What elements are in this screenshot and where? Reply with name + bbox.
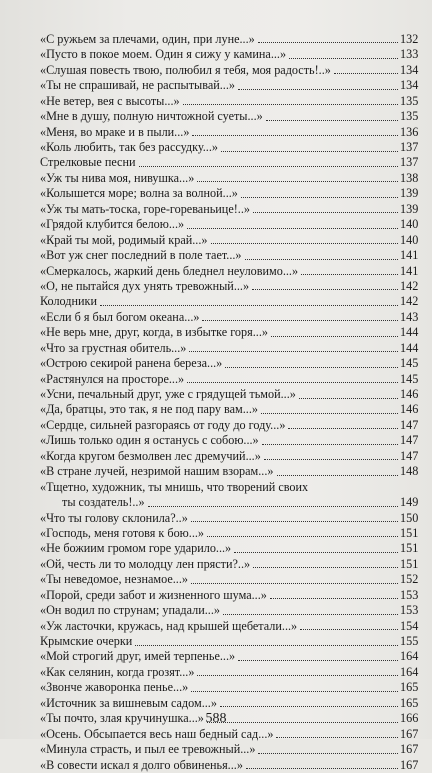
entry-title: «Уж ласточки, кружась, над крышей щебетали...»: [40, 618, 298, 633]
toc-entry: [40, 186, 418, 201]
entry-page-number: 167: [400, 757, 419, 772]
toc-entry: [40, 294, 418, 309]
toc-entry: [40, 264, 418, 279]
toc-entry: [40, 511, 418, 526]
dot-leader: [276, 737, 398, 738]
dot-leader: [238, 660, 398, 661]
entry-title: «Источник за вишневым садом...»: [40, 695, 217, 710]
entry-page-number: 139: [400, 201, 419, 216]
dot-leader: [221, 151, 398, 152]
toc-entry: [40, 680, 418, 695]
entry-page-number: 142: [400, 278, 419, 293]
dot-leader: [258, 42, 398, 43]
entry-title: «Уж ты мать-тоска, горе-гореваньице!..»: [40, 201, 250, 216]
entry-title: «Если б я был богом океана...»: [40, 309, 200, 324]
toc-entry: [40, 665, 418, 680]
toc-entry: [40, 387, 418, 402]
entry-title: «Когда кругом безмолвен лес дремучий...»: [40, 448, 261, 463]
entry-title: «Коль любить, так без рассудку...»: [40, 140, 218, 155]
entry-page-number: 149: [400, 495, 419, 510]
toc-entry: [40, 171, 418, 186]
entry-title: «Звонче жаворонка пенье...»: [40, 680, 189, 695]
entry-page-number: 164: [400, 664, 419, 679]
dot-leader: [220, 706, 398, 707]
entry-title: «Грядой клубится белою...»: [40, 217, 185, 232]
page-number: 588: [205, 711, 227, 726]
entry-title: «О, не пытайся дух унять тревожный...»: [40, 278, 250, 293]
entry-page-number: 165: [400, 695, 419, 710]
entry-title: «Вот уж снег последний в поле тает...»: [40, 248, 242, 263]
dot-leader: [241, 197, 398, 198]
entry-title: «Мой строгий друг, имей терпенье...»: [40, 649, 236, 664]
toc-entry: [40, 433, 418, 448]
entry-page-number: 140: [400, 217, 419, 232]
entry-title: «Ой, честь ли то молодцу лен прясти?..»: [40, 556, 251, 571]
toc-entry: [40, 217, 418, 232]
entry-title: «Не божиим громом горе ударило...»: [40, 541, 232, 556]
dot-leader: [334, 73, 398, 74]
toc-entry: [40, 279, 418, 294]
entry-title: «Что за грустная обитель...»: [40, 340, 187, 355]
entry-title: «Тщетно, художник, ты мнишь, что творений своих: [40, 479, 309, 494]
entry-page-number: 145: [400, 356, 419, 371]
entry-title: «Осень. Обсыпается весь наш бедный сад...»: [40, 726, 274, 741]
entry-page-number: 143: [400, 309, 419, 324]
dot-leader: [252, 289, 398, 290]
entry-title: «Пусто в покое моем. Один я сижу у камина...»: [40, 47, 287, 62]
toc-entry: [40, 650, 418, 665]
dot-leader: [192, 135, 398, 136]
toc-entry: [40, 418, 418, 433]
entry-title: «Усни, печальный друг, уже с грядущей тьмой...»: [40, 387, 296, 402]
entry-title: «Ты неведомое, незнамое...»: [40, 572, 188, 587]
entry-title: «Не ветер, вея с высоты...»: [40, 93, 180, 108]
entry-title: «Порой, среди забот и жизненного шума...»: [40, 587, 267, 602]
toc-entry: [40, 325, 418, 340]
dot-leader: [223, 614, 398, 615]
entry-title-continuation: ты создатель!..»: [62, 495, 145, 510]
entry-page-number: 139: [400, 186, 419, 201]
entry-title: «Что ты голову склонила?..»: [40, 510, 188, 525]
entry-page-number: 146: [400, 402, 419, 417]
dot-leader: [148, 506, 398, 507]
toc-entry: [40, 572, 418, 587]
toc-entry: [40, 94, 418, 109]
entry-page-number: 133: [400, 47, 419, 62]
toc-entry: [40, 449, 418, 464]
entry-title: «Край ты мой, родимый край...»: [40, 232, 208, 247]
entry-page-number: 145: [400, 371, 419, 386]
dot-leader: [299, 398, 398, 399]
entry-title: «В стране лучей, незримой нашим взорам...»: [40, 464, 274, 479]
entry-title: «Острою секирой ранена береза...»: [40, 356, 223, 371]
entry-page-number: 153: [400, 587, 419, 602]
entry-page-number: 167: [400, 742, 419, 757]
entry-page-number: 142: [400, 294, 419, 309]
dot-leader: [207, 536, 398, 537]
entry-title: «Смеркалось, жаркий день бледнел неуловимо...»: [40, 263, 299, 278]
toc-entry: [40, 109, 418, 124]
dot-leader: [100, 305, 398, 306]
entry-page-number: 147: [400, 448, 419, 463]
dot-leader: [189, 351, 398, 352]
toc-entry: [40, 619, 418, 634]
entry-title: Стрелковые песни: [40, 155, 136, 170]
dot-leader: [301, 274, 398, 275]
dot-leader: [139, 166, 398, 167]
dot-leader: [253, 212, 398, 213]
dot-leader: [261, 413, 398, 414]
entry-page-number: 154: [400, 618, 419, 633]
dot-leader: [270, 598, 398, 599]
dot-leader: [264, 459, 398, 460]
entry-page-number: 152: [400, 572, 419, 587]
entry-page-number: 134: [400, 62, 419, 77]
entry-title: «Не верь мне, друг, когда, в избытке горя...»: [40, 325, 268, 340]
dot-leader: [202, 320, 398, 321]
entry-page-number: 155: [400, 634, 419, 649]
toc-entry: [40, 696, 418, 711]
toc-entry: [40, 758, 418, 773]
dot-leader: [258, 753, 398, 754]
entry-page-number: 144: [400, 340, 419, 355]
dot-leader: [183, 104, 398, 105]
toc-entry: [40, 541, 418, 556]
toc-entry: [40, 202, 418, 217]
toc-entry: [40, 634, 418, 649]
entry-title: «Уж ты нива моя, нивушка...»: [40, 170, 195, 185]
toc-entry: [40, 526, 418, 541]
toc-entry: [40, 372, 418, 387]
entry-page-number: 138: [400, 170, 419, 185]
toc-entry: [40, 140, 418, 155]
entry-page-number: 164: [400, 649, 419, 664]
dot-leader: [266, 120, 398, 121]
toc-entry: [40, 156, 418, 171]
toc-entry: [40, 248, 418, 263]
dot-leader: [187, 382, 398, 383]
entry-page-number: 141: [400, 248, 419, 263]
entry-title: «Сердце, сильней разгораясь от году до году...»: [40, 417, 286, 432]
entry-page-number: 166: [400, 711, 419, 726]
toc-entry: [40, 557, 418, 572]
entry-title: «Минула страсть, и пыл ее тревожный...»: [40, 742, 256, 757]
entry-page-number: 146: [400, 387, 419, 402]
entry-title: «Растянулся на просторе...»: [40, 371, 185, 386]
entry-page-number: 137: [400, 155, 419, 170]
entry-title: Колодники: [40, 294, 97, 309]
entry-title: «Ты почто, злая кручинушка...»: [40, 711, 204, 726]
dot-leader: [187, 228, 398, 229]
toc-entry: [40, 341, 418, 356]
dot-leader: [246, 768, 398, 769]
toc-entry: [40, 480, 418, 511]
entry-title: «С ружьем за плечами, один, при луне...»: [40, 31, 255, 46]
entry-page-number: 141: [400, 263, 419, 278]
entry-page-number: 137: [400, 140, 419, 155]
entry-page-number: 148: [400, 464, 419, 479]
dot-leader: [197, 675, 398, 676]
dot-leader: [135, 645, 398, 646]
dot-leader: [238, 89, 398, 90]
dot-leader: [253, 567, 398, 568]
entry-page-number: 151: [400, 525, 419, 540]
entry-page-number: 134: [400, 78, 419, 93]
toc-entry: [40, 742, 418, 757]
dot-leader: [262, 444, 398, 445]
entry-page-number: 147: [400, 417, 419, 432]
entry-page-number: 132: [400, 31, 419, 46]
dot-leader: [197, 181, 398, 182]
entry-page-number: 147: [400, 433, 419, 448]
entry-title: «Как селянин, когда грозят...»: [40, 664, 195, 679]
entry-page-number: 165: [400, 680, 419, 695]
dot-leader: [288, 428, 398, 429]
entry-page-number: 136: [400, 124, 419, 139]
toc-entry: [40, 727, 418, 742]
toc-entry: [40, 47, 418, 62]
toc-entry: [40, 403, 418, 418]
dot-leader: [225, 367, 398, 368]
dot-leader: [234, 552, 398, 553]
entry-title: «Лишь только один я останусь с собою...»: [40, 433, 259, 448]
entry-title: «Колышется море; волна за волной...»: [40, 186, 238, 201]
toc-entry: [40, 603, 418, 618]
toc-entry: [40, 32, 418, 47]
toc-entry: [40, 310, 418, 325]
entry-title: «Ты не спрашивай, не распытывай...»: [40, 78, 235, 93]
entry-page-number: 144: [400, 325, 419, 340]
entry-title: «Мне в душу, полную ничтожной суеты...»: [40, 109, 263, 124]
dot-leader: [211, 243, 399, 244]
dot-leader: [289, 58, 398, 59]
toc-entry: [40, 78, 418, 93]
entry-title: «Да, братцы, это так, я не под пару вам...»: [40, 402, 258, 417]
entry-title: «В совести искал я долго обвиненья...»: [40, 757, 243, 772]
entry-page-number: 153: [400, 603, 419, 618]
dot-leader: [271, 336, 398, 337]
dot-leader: [191, 521, 398, 522]
entry-title: «Он водил по струнам; упадали...»: [40, 603, 220, 618]
entry-page-number: 150: [400, 510, 419, 525]
dot-leader: [191, 583, 398, 584]
entry-page-number: 151: [400, 556, 419, 571]
dot-leader: [300, 629, 398, 630]
toc-entry: [40, 588, 418, 603]
entry-page-number: 151: [400, 541, 419, 556]
entry-title: «Господь, меня готовя к бою...»: [40, 525, 205, 540]
table-of-contents: [40, 32, 418, 773]
entry-title: Крымские очерки: [40, 634, 133, 649]
dot-leader: [191, 691, 398, 692]
entry-page-number: 135: [400, 109, 419, 124]
entry-title: «Меня, во мраке и в пыли...»: [40, 124, 190, 139]
entry-title: «Слушая повесть твою, полюбил я тебя, моя радость!..»: [40, 62, 331, 77]
entry-page-number: 167: [400, 726, 419, 741]
dot-leader: [277, 475, 399, 476]
toc-entry: [40, 233, 418, 248]
dot-leader: [245, 259, 398, 260]
toc-entry: [40, 356, 418, 371]
entry-page-number: 135: [400, 93, 419, 108]
toc-entry: [40, 125, 418, 140]
entry-page-number: 140: [400, 232, 419, 247]
toc-entry: [40, 63, 418, 78]
toc-entry: [40, 464, 418, 479]
